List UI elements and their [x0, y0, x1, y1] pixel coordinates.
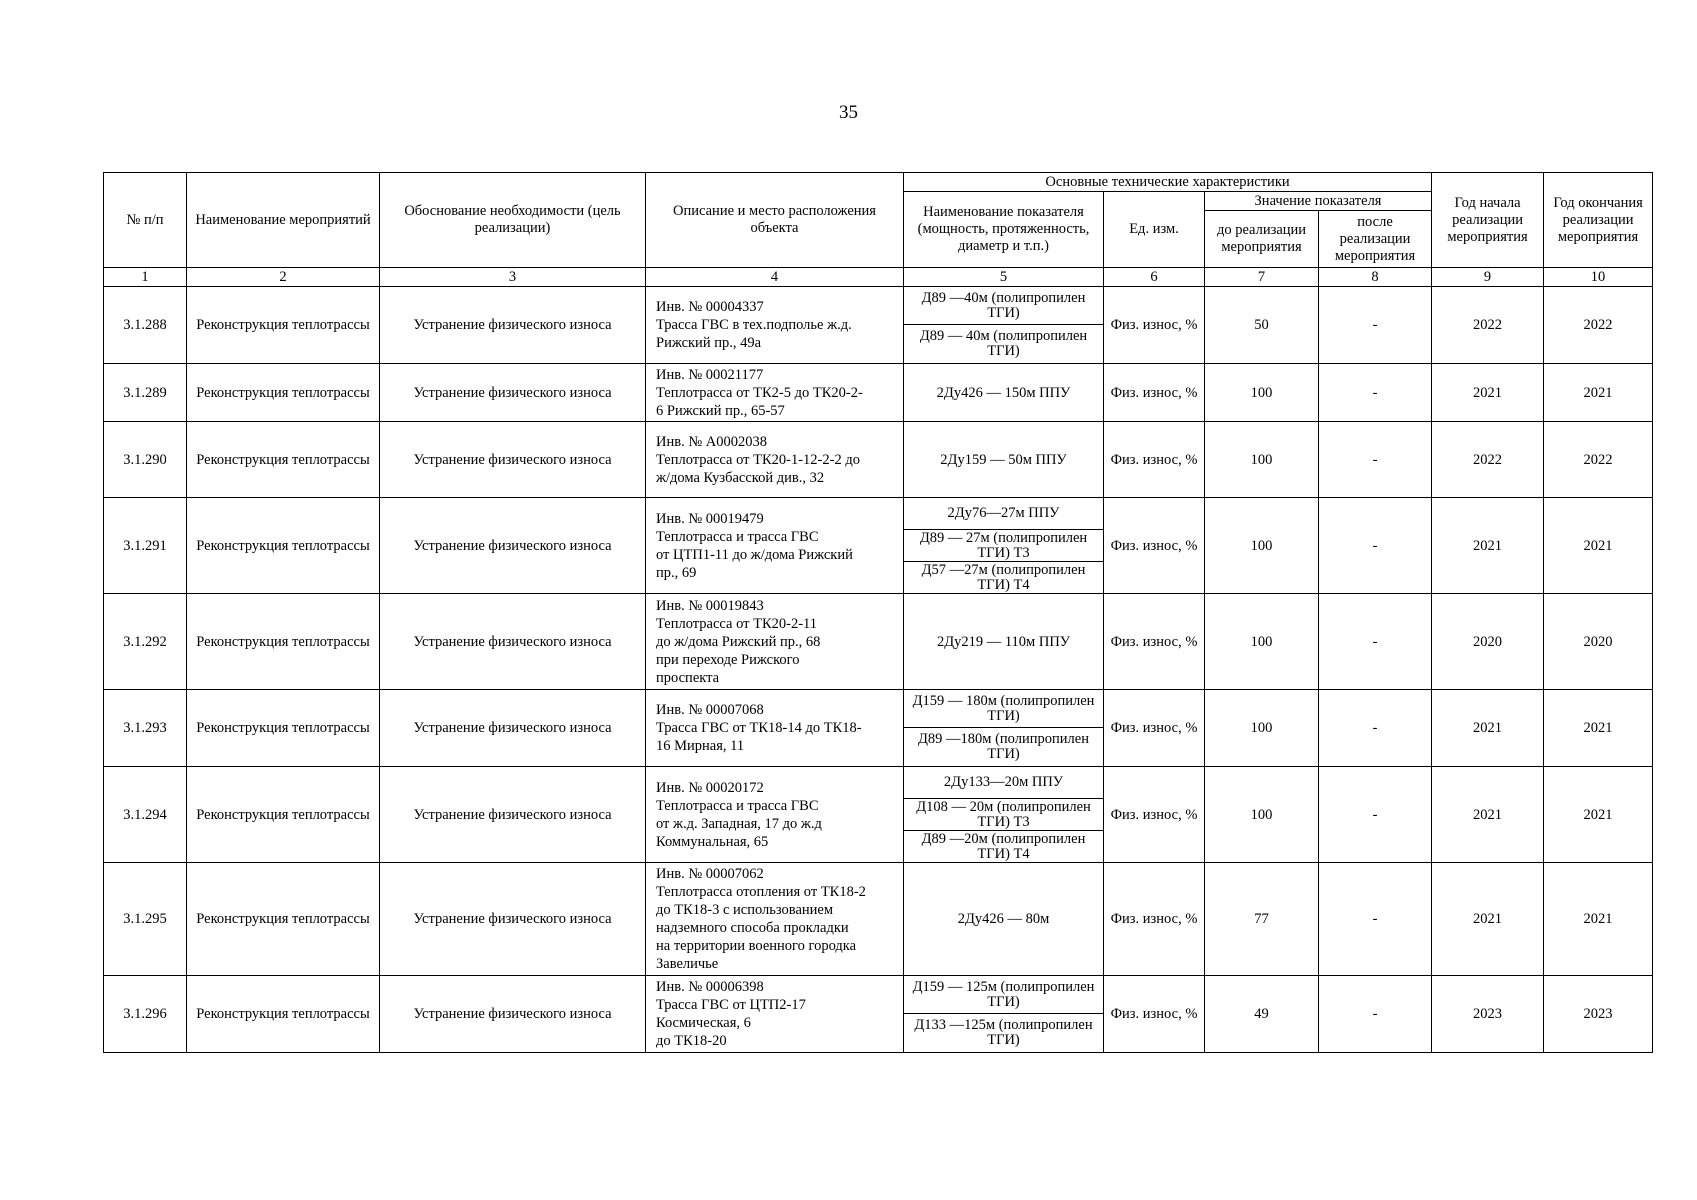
description-line: Инв. № 00019479 — [656, 510, 764, 527]
value-after: - — [1319, 690, 1432, 767]
row-number: 3.1.294 — [104, 767, 187, 863]
row-number: 3.1.292 — [104, 594, 187, 690]
value-before: 77 — [1205, 863, 1319, 976]
page-number: 35 — [839, 102, 858, 123]
start-year: 2021 — [1432, 364, 1544, 422]
description-line: 16 Мирная, 11 — [656, 738, 745, 754]
reason: Устранение физического износа — [380, 422, 646, 498]
description — [646, 767, 904, 863]
row-number: 3.1.288 — [104, 287, 187, 364]
unit: Физ. износ, % — [1104, 863, 1205, 976]
header-unit: Ед. изм. — [1104, 192, 1205, 268]
value-after: - — [1319, 976, 1432, 1053]
start-year: 2021 — [1432, 498, 1544, 594]
value-after: - — [1319, 767, 1432, 863]
measure-name: Реконструкция теплотрассы — [187, 594, 380, 690]
value-after: - — [1319, 287, 1432, 364]
indicator: 2Ду76—27м ППУ — [904, 498, 1104, 530]
indicator: Д89 —40м (полипропилен ТГИ) — [904, 287, 1104, 325]
unit: Физ. износ, % — [1104, 594, 1205, 690]
measure-name: Реконструкция теплотрассы — [187, 690, 380, 767]
description-line: надземного способа прокладки — [656, 920, 849, 936]
reason: Устранение физического износа — [380, 863, 646, 976]
description-line: Инв. № 00021177 — [656, 366, 764, 383]
start-year: 2021 — [1432, 767, 1544, 863]
indicator: Д89 — 27м (полипропилен ТГИ) Т3 — [904, 530, 1104, 562]
description-line: при переходе Рижского — [656, 651, 800, 668]
indicator: Д159 — 180м (полипропилен ТГИ) — [904, 690, 1104, 728]
description-line: 6 Рижский пр., 65-57 — [656, 402, 785, 419]
value-before: 100 — [1205, 767, 1319, 863]
reason: Устранение физического износа — [380, 594, 646, 690]
end-year: 2022 — [1544, 287, 1653, 364]
measure-name: Реконструкция теплотрассы — [187, 767, 380, 863]
description-line: Завеличье — [656, 956, 719, 972]
description-line: до ТК18-20 — [656, 1033, 727, 1049]
indicator: 2Ду426 — 150м ППУ — [904, 364, 1104, 422]
description-line: Трасса ГВС от ЦТП2-17 — [656, 997, 806, 1013]
value-after: - — [1319, 364, 1432, 422]
description — [646, 690, 904, 767]
indicator: 2Ду426 — 80м — [904, 863, 1104, 976]
indicator: 2Ду133—20м ППУ — [904, 767, 1104, 799]
header-indicator: Наименование показателя (мощность, протяженность, диаметр и т.п.) — [904, 192, 1104, 268]
unit: Физ. износ, % — [1104, 287, 1205, 364]
start-year: 2021 — [1432, 863, 1544, 976]
measure-name: Реконструкция теплотрассы — [187, 976, 380, 1053]
description-line: Инв. № 00006398 — [656, 979, 764, 995]
row-number: 3.1.291 — [104, 498, 187, 594]
unit: Физ. износ, % — [1104, 364, 1205, 422]
header-value: Значение показателя — [1205, 192, 1432, 211]
table-row — [104, 422, 1653, 498]
description-line: проспекта — [656, 669, 720, 686]
table-row — [104, 594, 1653, 690]
unit: Физ. износ, % — [1104, 976, 1205, 1053]
value-before: 100 — [1205, 364, 1319, 422]
description-line: Инв. № 00019843 — [656, 597, 764, 614]
end-year: 2020 — [1544, 594, 1653, 690]
column-number: 7 — [1205, 268, 1319, 287]
description-line: Трасса ГВС от ТК18-14 до ТК18- — [656, 720, 862, 736]
indicator: 2Ду159 — 50м ППУ — [904, 422, 1104, 498]
row-number: 3.1.293 — [104, 690, 187, 767]
end-year: 2021 — [1544, 767, 1653, 863]
description — [646, 287, 904, 364]
description-line: Теплотрасса от ТК20-1-12-2-2 до — [656, 451, 860, 468]
header-name: Наименование мероприятий — [187, 173, 380, 268]
description-line: Инв. № 00007062 — [656, 866, 764, 882]
description-line: Рижский пр., 49а — [656, 335, 762, 351]
header-before: до реализации мероприятия — [1205, 211, 1319, 268]
unit: Физ. износ, % — [1104, 767, 1205, 863]
start-year: 2022 — [1432, 422, 1544, 498]
unit: Физ. износ, % — [1104, 690, 1205, 767]
column-number: 9 — [1432, 268, 1544, 287]
table-row — [104, 498, 1653, 530]
description-line: ж/дома Кузбасской див., 32 — [656, 469, 825, 486]
column-number: 1 — [104, 268, 187, 287]
table-row — [104, 287, 1653, 325]
value-before: 100 — [1205, 690, 1319, 767]
measure-name: Реконструкция теплотрассы — [187, 863, 380, 976]
description — [646, 498, 904, 594]
indicator: Д89 — 40м (полипропилен ТГИ) — [904, 325, 1104, 364]
reason: Устранение физического износа — [380, 690, 646, 767]
value-before: 100 — [1205, 422, 1319, 498]
column-number: 2 — [187, 268, 380, 287]
value-before: 100 — [1205, 594, 1319, 690]
value-after: - — [1319, 594, 1432, 690]
reason: Устранение физического износа — [380, 767, 646, 863]
header-start-year: Год начала реализации мероприятия — [1432, 173, 1544, 268]
unit: Физ. износ, % — [1104, 422, 1205, 498]
description — [646, 594, 904, 690]
description-line: Теплотрасса и трасса ГВС — [656, 797, 819, 814]
description-line: от ЦТП1-11 до ж/дома Рижский — [656, 546, 853, 563]
header-description: Описание и место расположения объекта — [646, 173, 904, 268]
value-before: 100 — [1205, 498, 1319, 594]
description-line: Инв. № 00020172 — [656, 779, 764, 796]
measure-name: Реконструкция теплотрассы — [187, 364, 380, 422]
description — [646, 976, 904, 1053]
row-number: 3.1.289 — [104, 364, 187, 422]
end-year: 2023 — [1544, 976, 1653, 1053]
description-line: Космическая, 6 — [656, 1015, 751, 1031]
description — [646, 422, 904, 498]
column-number: 3 — [380, 268, 646, 287]
value-before: 49 — [1205, 976, 1319, 1053]
reason: Устранение физического износа — [380, 287, 646, 364]
reason: Устранение физического износа — [380, 976, 646, 1053]
column-number: 8 — [1319, 268, 1432, 287]
description-line: Инв. № А0002038 — [656, 433, 768, 450]
column-number: 4 — [646, 268, 904, 287]
header-end-year: Год окончания реализации мероприятия — [1544, 173, 1653, 268]
end-year: 2021 — [1544, 690, 1653, 767]
measure-name: Реконструкция теплотрассы — [187, 498, 380, 594]
column-number: 5 — [904, 268, 1104, 287]
indicator: Д57 —27м (полипропилен ТГИ) Т4 — [904, 562, 1104, 594]
description-line: на территории военного городка — [656, 938, 857, 954]
description-line: Инв. № 00004337 — [656, 299, 764, 315]
description-line: Теплотрасса от ТК2-5 до ТК20-2- — [656, 384, 863, 401]
column-number: 10 — [1544, 268, 1653, 287]
description-line: Трасса ГВС в тех.подполье ж.д. — [656, 317, 852, 333]
indicator: Д89 —180м (полипропилен ТГИ) — [904, 728, 1104, 767]
unit: Физ. износ, % — [1104, 498, 1205, 594]
header-reason: Обоснование необходимости (цель реализации) — [380, 173, 646, 268]
start-year: 2022 — [1432, 287, 1544, 364]
indicator: Д108 — 20м (полипропилен ТГИ) Т3 — [904, 799, 1104, 831]
header-tech-characteristics: Основные технические характеристики — [904, 173, 1432, 192]
description-line: Теплотрасса отопления от ТК18-2 — [656, 884, 866, 900]
end-year: 2022 — [1544, 422, 1653, 498]
description-line: пр., 69 — [656, 564, 697, 581]
end-year: 2021 — [1544, 364, 1653, 422]
end-year: 2021 — [1544, 863, 1653, 976]
value-before: 50 — [1205, 287, 1319, 364]
description-line: до ТК18-3 с использованием — [656, 902, 834, 918]
description-line: Коммунальная, 65 — [656, 833, 769, 850]
indicator: Д133 —125м (полипропилен ТГИ) — [904, 1014, 1104, 1053]
reason: Устранение физического износа — [380, 498, 646, 594]
measure-name: Реконструкция теплотрассы — [187, 422, 380, 498]
start-year: 2020 — [1432, 594, 1544, 690]
header-after: после реализации мероприятия — [1319, 211, 1432, 268]
description — [646, 863, 904, 976]
column-number: 6 — [1104, 268, 1205, 287]
start-year: 2021 — [1432, 690, 1544, 767]
indicator: Д89 —20м (полипропилен ТГИ) Т4 — [904, 831, 1104, 863]
description-line: до ж/дома Рижский пр., 68 — [656, 633, 821, 650]
table-row — [104, 364, 1653, 422]
row-number: 3.1.295 — [104, 863, 187, 976]
value-after: - — [1319, 863, 1432, 976]
measure-name: Реконструкция теплотрассы — [187, 287, 380, 364]
indicator: Д159 — 125м (полипропилен ТГИ) — [904, 976, 1104, 1014]
start-year: 2023 — [1432, 976, 1544, 1053]
row-number: 3.1.290 — [104, 422, 187, 498]
value-after: - — [1319, 498, 1432, 594]
indicator: 2Ду219 — 110м ППУ — [904, 594, 1104, 690]
table-row — [104, 976, 1653, 1014]
table-row — [104, 690, 1653, 728]
description-line: Инв. № 00007068 — [656, 702, 764, 718]
measures-table — [103, 172, 1653, 1053]
reason: Устранение физического износа — [380, 364, 646, 422]
description-line: от ж.д. Западная, 17 до ж.д — [656, 815, 822, 832]
description — [646, 364, 904, 422]
table-row — [104, 863, 1653, 976]
description-line: Теплотрасса и трасса ГВС — [656, 528, 819, 545]
value-after: - — [1319, 422, 1432, 498]
end-year: 2021 — [1544, 498, 1653, 594]
table-row — [104, 767, 1653, 799]
description-line: Теплотрасса от ТК20-2-11 — [656, 615, 818, 632]
row-number: 3.1.296 — [104, 976, 187, 1053]
header-num: № п/п — [104, 173, 187, 268]
